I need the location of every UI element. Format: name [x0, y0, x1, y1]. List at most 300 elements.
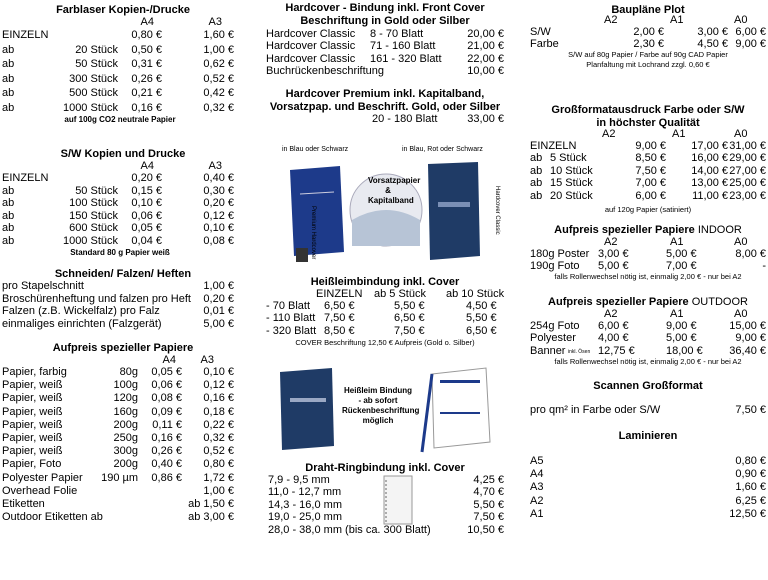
table-cell: 1,00 € [203, 280, 234, 292]
table-cell: 600 Stück [69, 222, 118, 235]
table-cell: 15 Stück [550, 177, 593, 190]
table-cell: 300 Stück [69, 72, 118, 85]
plans-note: S/W auf 80g Papier / Farbe auf 90g CAD Papier Planfaltung mit Lochrand zzgl. 0,60 € [568, 50, 728, 69]
table-cell: 14,00 € [691, 164, 728, 177]
table-cell: 190 µm [101, 471, 138, 484]
table-cell: 500 Stück [69, 87, 118, 99]
premium-row: 20 - 180 Blatt 33,00 € [372, 113, 504, 125]
table-cell: A1 [670, 14, 684, 26]
table-row [264, 511, 506, 523]
table-cell: Etiketten [2, 497, 45, 510]
table-cell: 0,20 € [203, 292, 234, 305]
table-row [0, 222, 240, 235]
table-row [0, 445, 240, 458]
table-cell: Hardcover Classic [266, 40, 356, 53]
table-row [264, 524, 506, 536]
table-cell: 150 Stück [69, 209, 118, 222]
table-row [528, 248, 768, 260]
table-row [0, 498, 240, 511]
large-format-title: Großformatausdruck Farbe oder S/W in höchster Qualität [551, 104, 745, 129]
table-cell: ab 5 Stück [374, 288, 426, 300]
table-cell: ab [2, 222, 15, 235]
table-cell: 11,00 € [692, 189, 728, 202]
table-row [0, 485, 240, 498]
table-cell: 0,22 € [203, 418, 234, 431]
table-cell: 160g [113, 405, 138, 418]
table-cell: 0,90 € [735, 468, 766, 481]
table-cell: 0,01 € [203, 305, 234, 318]
table-cell: EINZELN [2, 29, 49, 41]
table-cell: 20 Stück [550, 189, 593, 202]
table-cell: 5,00 € [666, 332, 697, 345]
table-cell: 8 - 70 Blatt [370, 28, 424, 40]
table-cell: ab [2, 72, 15, 85]
table-cell: - 320 Blatt [266, 324, 317, 337]
table-cell: ab [2, 43, 15, 56]
table-cell: A4 [530, 468, 544, 481]
table-cell: 1,60 € [203, 29, 234, 41]
table-cell: ab [530, 164, 543, 177]
table-row [264, 499, 506, 511]
table-row [0, 197, 240, 210]
table-cell: 50 Stück [75, 58, 118, 70]
laminate-table [528, 455, 768, 521]
table-cell: 4,50 € [466, 300, 497, 312]
table-cell: 7,50 € [635, 164, 666, 177]
table-row [264, 486, 506, 498]
table-cell: 18,00 € [666, 344, 703, 357]
table-cell: 0,26 € [151, 445, 182, 458]
table-row [528, 508, 768, 521]
table-cell: pro Stapelschnitt [2, 280, 84, 292]
table-cell: 120g [113, 392, 138, 405]
table-cell: 0,21 € [131, 87, 162, 99]
table-row [0, 419, 240, 432]
table-cell: 50 Stück [75, 184, 118, 197]
table-cell: 17,00 € [691, 140, 728, 152]
table-cell: 0,16 € [151, 431, 182, 444]
table-cell: 0,10 € [203, 366, 234, 378]
table-cell: 250g [113, 431, 138, 444]
table-row [0, 305, 240, 318]
table-cell: 13,00 € [691, 177, 728, 190]
table-cell: 11,0 - 12,7 mm [268, 486, 342, 499]
table-cell: A2 [604, 236, 618, 248]
table-cell: Hardcover Classic [266, 52, 356, 65]
table-row [528, 260, 768, 272]
table-cell: 9,00 € [666, 320, 697, 332]
table-cell: 6,00 € [635, 189, 666, 202]
table-cell: 10 Stück [550, 164, 593, 177]
heat-binding-title: Heißleimbindung inkl. Cover [310, 276, 460, 288]
table-row [0, 472, 240, 485]
table-cell: Hardcover Classic [266, 28, 356, 40]
table-cell: 71 - 160 Blatt [370, 40, 436, 53]
hardcover-illustration: in Blau oder Schwarz in Blau, Rot oder Schwarz Vorsatzpapier & Kapitalband Premium Hardcover Hardcover Classic [264, 146, 506, 266]
table-cell: 6,25 € [735, 494, 766, 507]
table-cell: 190g Foto [530, 260, 580, 273]
table-row [528, 152, 768, 164]
table-cell: 0,10 € [131, 197, 162, 210]
table-header-row [0, 354, 240, 366]
table-cell: 4,70 € [473, 486, 504, 499]
ring-binding-table [264, 474, 506, 536]
table-cell: 0,26 € [131, 72, 162, 85]
table-cell: ab [2, 101, 15, 114]
table-cell: Buchrückenbeschriftung [266, 65, 385, 78]
table-cell: 36,40 € [729, 344, 766, 357]
table-row [0, 43, 240, 58]
table-cell: 7,00 € [635, 177, 666, 190]
color-copies-title: Farblaser Kopien-/Drucke [56, 4, 190, 16]
table-cell: - [762, 260, 766, 273]
table-cell: Papier, weiß [2, 379, 63, 392]
table-cell: A0 [734, 308, 748, 320]
table-row [0, 293, 240, 306]
table-cell: 0,15 € [131, 184, 162, 197]
table-cell: 0,06 € [131, 209, 162, 222]
endpaper-label: Vorsatzpapier & Kapitalband [368, 176, 421, 205]
table-cell: ab [2, 209, 15, 222]
book-images [264, 156, 506, 268]
table-cell: 0,80 € [203, 458, 234, 471]
table-cell: 254g Foto [530, 320, 580, 332]
table-cell: 5,50 € [394, 300, 425, 312]
cutting-title: Schneiden/ Falzen/ Heften [54, 268, 192, 280]
table-cell: 0,18 € [203, 405, 234, 418]
table-cell: 9,00 € [735, 332, 766, 345]
table-cell: 1,00 € [203, 484, 234, 497]
scan-title: Scannen Großformat [593, 380, 703, 392]
table-cell: 1000 Stück [62, 234, 118, 247]
table-cell: A3 [208, 160, 222, 172]
table-cell: A4 [140, 160, 154, 172]
table-row [0, 101, 240, 116]
table-row [0, 210, 240, 223]
table-cell: 6,50 € [324, 300, 355, 312]
table-row [0, 185, 240, 198]
table-cell: 1,00 € [203, 43, 234, 56]
table-cell: 0,16 € [203, 392, 234, 405]
table-cell: 6,50 € [394, 312, 425, 325]
table-cell: A3 [530, 481, 544, 494]
table-note: Standard 80 g Papier weiß [70, 247, 170, 257]
table-cell: 180g Poster [530, 248, 590, 260]
table-row [528, 165, 768, 177]
table-cell: A1 [530, 507, 544, 520]
table-row [528, 320, 768, 332]
outdoor-note: falls Rollenwechsel nötig ist, einmalig 2,00 € - nur bei A2 [554, 357, 742, 366]
table-cell: A1 [670, 236, 684, 248]
table-cell: Papier, Foto [2, 458, 62, 471]
table-cell: 12,75 € [598, 344, 635, 357]
table-note: auf 100g CO2 neutrale Papier [64, 115, 176, 124]
table-cell: Farbe [530, 38, 559, 51]
table-cell: S/W [530, 26, 551, 38]
table-row [0, 392, 240, 405]
table-cell: Papier, weiß [2, 445, 63, 458]
table-cell: A2 [604, 14, 618, 26]
color-copies-table [0, 16, 240, 125]
table-row [264, 65, 506, 77]
table-cell: 8,50 € [324, 324, 355, 337]
table-cell: 5,50 € [473, 498, 504, 511]
table-row [264, 312, 506, 324]
table-cell: A2 [604, 308, 618, 320]
table-cell: 7,50 € [394, 324, 425, 337]
table-cell: 100 Stück [69, 197, 118, 210]
table-cell: 20,00 € [467, 28, 504, 40]
table-cell: 0,04 € [131, 234, 162, 247]
special-paper-table [0, 354, 240, 524]
table-cell: 5,00 € [203, 317, 234, 330]
table-cell: - 70 Blatt [266, 300, 311, 312]
table-cell: ab [2, 234, 15, 247]
table-cell: 29,00 € [729, 152, 766, 165]
table-cell: ab [530, 189, 543, 202]
table-cell: A1 [672, 128, 686, 140]
indoor-table [528, 236, 768, 273]
table-row [528, 455, 768, 468]
large-format-table [528, 128, 768, 202]
table-cell: 2,00 € [633, 26, 664, 38]
table-cell: 19,0 - 25,0 mm [268, 511, 342, 524]
table-header-row [264, 288, 506, 300]
indoor-note: falls Rollenwechsel nötig ist, einmalig 2,00 € - nur bei A2 [554, 272, 742, 281]
table-cell: 0,40 € [151, 458, 182, 471]
table-cell: 0,86 € [151, 471, 182, 484]
table-cell: Polyester Papier [2, 471, 83, 484]
table-cell: A4 [162, 354, 176, 366]
table-row [528, 481, 768, 494]
table-cell: 6,00 € [735, 26, 766, 38]
scan-row: pro qm² in Farbe oder S/W 7,50 € [530, 404, 766, 416]
table-row [0, 379, 240, 392]
heat-binding-illustration [264, 366, 506, 456]
table-cell: 5,00 € [666, 248, 697, 260]
table-cell: 0,62 € [203, 58, 234, 70]
table-cell: 25,00 € [729, 177, 766, 190]
table-cell: 0,80 € [131, 29, 162, 41]
table-row [528, 26, 768, 38]
table-cell: Papier, weiß [2, 392, 63, 405]
table-cell: ab 1,50 € [188, 497, 234, 510]
table-cell: 27,00 € [729, 164, 766, 177]
table-cell: A0 [734, 236, 748, 248]
table-cell: 16,00 € [691, 152, 728, 165]
table-row [264, 474, 506, 486]
table-cell: 0,31 € [131, 58, 162, 70]
table-cell: einmaliges einrichten (Falzgerät) [2, 317, 162, 330]
table-cell: 0,11 € [152, 418, 182, 431]
heat-binding-label: Heißleim Bindung - ab sofort Rückenbeschriftung möglich [342, 386, 420, 425]
hardcover-table [264, 28, 506, 78]
table-row [528, 177, 768, 189]
table-cell: 3,00 € [697, 26, 728, 38]
large-format-note: auf 120g Papier (satiniert) [604, 205, 692, 214]
table-cell: 4,25 € [473, 474, 504, 486]
plans-title: Baupläne Plot [611, 4, 685, 16]
table-cell: 200g [113, 458, 138, 471]
table-row [0, 366, 240, 379]
table-cell: - 110 Blatt [266, 312, 316, 325]
heat-binding-table [264, 288, 506, 337]
table-cell: 0,32 € [203, 431, 234, 444]
table-cell: 28,0 - 38,0 mm (bis ca. 300 Blatt) [268, 523, 431, 536]
table-cell: Papier, farbig [2, 366, 67, 378]
table-row [264, 300, 506, 312]
table-cell: 0,08 € [203, 234, 234, 247]
table-cell: 0,30 € [203, 184, 234, 197]
table-row [0, 57, 240, 72]
table-cell: 161 - 320 Blatt [370, 52, 442, 65]
table-cell: 80g [119, 366, 138, 378]
table-row [0, 28, 240, 43]
table-row [528, 332, 768, 344]
table-cell: 9,00 € [635, 140, 666, 152]
banner-note: inkl. Ösen [568, 348, 591, 355]
table-header-row [528, 14, 768, 26]
table-cell: EINZELN [316, 288, 363, 300]
special-paper-title: Aufpreis spezieller Papiere [52, 342, 194, 354]
table-cell: 10,00 € [467, 65, 504, 78]
table-row [528, 190, 768, 202]
table-cell: 0,09 € [151, 405, 182, 418]
table-cell: Papier, weiß [2, 418, 63, 431]
table-cell: A3 [208, 16, 222, 28]
table-cell: A3 [200, 354, 214, 366]
table-cell: 0,32 € [203, 101, 234, 114]
table-cell: 1,60 € [735, 481, 766, 494]
sw-copies-table [0, 160, 240, 258]
classic-book-cover [428, 162, 480, 260]
table-cell: Outdoor Etiketten ab [2, 511, 103, 524]
table-cell: 7,9 - 9,5 mm [268, 474, 330, 486]
table-cell: 8,50 € [635, 152, 666, 165]
table-cell: A0 [734, 128, 748, 140]
cutting-table [0, 280, 240, 330]
table-row [0, 280, 240, 293]
table-cell: 9,00 € [735, 38, 766, 51]
table-cell: 22,00 € [467, 52, 504, 65]
table-cell: 1000 Stück [62, 101, 118, 114]
table-header-row [528, 128, 768, 140]
ring-binding-title: Draht-Ringbindung inkl. Cover [305, 462, 465, 474]
table-cell: 7,50 € [473, 511, 504, 524]
table-cell: 4,50 € [697, 38, 728, 51]
sw-copies-title: S/W Kopien und Drucke [60, 148, 186, 160]
table-cell: ab [2, 197, 15, 210]
table-cell: 0,06 € [151, 379, 182, 392]
table-header-row [528, 236, 768, 248]
table-cell: 21,00 € [467, 40, 504, 53]
table-row [528, 468, 768, 481]
table-row [0, 458, 240, 471]
table-cell: 0,10 € [203, 222, 234, 235]
premium-title: Hardcover Premium inkl. Kapitalband, Vorsatzpap. und Beschrift. Gold, oder Silber [269, 88, 501, 113]
table-cell: Falzen (z.B. Wickelfalz) pro Falz [2, 305, 160, 318]
table-cell: 300g [113, 445, 138, 458]
table-cell: 0,52 € [203, 72, 234, 85]
table-cell: 4,00 € [598, 332, 629, 345]
table-header-row [528, 308, 768, 320]
table-cell: 7,50 € [324, 312, 355, 325]
indoor-title: Aufpreis spezieller Papiere INDOOR [554, 224, 742, 236]
table-cell: 0,12 € [203, 379, 234, 392]
table-cell: 14,3 - 16,0 mm [268, 498, 342, 511]
table-cell: 8,00 € [735, 248, 766, 260]
table-cell: 0,40 € [203, 172, 234, 184]
table-cell: A2 [602, 128, 616, 140]
table-cell: 0,20 € [203, 197, 234, 210]
table-cell: 31,00 € [729, 140, 766, 152]
table-row [264, 40, 506, 52]
table-header-row [0, 160, 240, 172]
table-cell: ab [2, 184, 15, 197]
table-cell: ab [2, 87, 15, 99]
hardcover-title: Hardcover - Bindung inkl. Front Cover Beschriftung in Gold oder Silber [285, 2, 485, 27]
table-row [528, 495, 768, 508]
table-cell: 6,00 € [598, 320, 629, 332]
table-cell: 0,05 € [151, 366, 182, 378]
premium-book-cover [290, 166, 344, 256]
table-cell: 2,30 € [633, 38, 664, 51]
plans-table [528, 14, 768, 51]
table-cell: Banner [530, 344, 566, 357]
table-cell: A4 [140, 16, 154, 28]
table-row [0, 318, 240, 331]
table-cell: A1 [670, 308, 684, 320]
table-cell: 200g [113, 418, 138, 431]
table-row [0, 235, 240, 248]
table-cell: 6,50 € [466, 324, 497, 337]
table-row [528, 38, 768, 50]
table-cell: ab 3,00 € [188, 511, 234, 524]
table-cell: 0,42 € [203, 87, 234, 99]
table-row [0, 86, 240, 101]
table-cell: 15,00 € [729, 320, 766, 332]
table-cell: 0,52 € [203, 445, 234, 458]
table-cell: 5,00 € [598, 260, 629, 273]
heat-binding-note: COVER Beschriftung 12,50 € Aufpreis (Gold o. Silber) [295, 338, 475, 347]
outdoor-table [528, 308, 768, 357]
table-row [528, 140, 768, 152]
table-cell: EINZELN [530, 140, 577, 152]
table-cell: ab [530, 152, 543, 165]
table-row [264, 28, 506, 40]
table-cell: 12,50 € [729, 507, 766, 520]
table-cell: 5 Stück [550, 152, 587, 165]
table-row [0, 511, 240, 524]
table-cell: 5,50 € [466, 312, 497, 325]
table-cell: 1,72 € [203, 471, 234, 484]
table-cell: 3,00 € [598, 248, 629, 260]
table-cell: 0,80 € [735, 455, 766, 467]
table-header-row [0, 16, 240, 28]
table-cell: Broschürenheftung und falzen pro Heft [2, 292, 191, 305]
table-cell: ab [530, 177, 543, 190]
table-cell: Overhead Folie [2, 484, 78, 497]
table-cell: 0,20 € [131, 172, 162, 184]
table-row [264, 53, 506, 65]
table-cell: Papier, weiß [2, 405, 63, 418]
laminate-title: Laminieren [618, 430, 678, 442]
table-row [0, 406, 240, 419]
table-cell: Polyester [530, 332, 576, 345]
table-cell: 10,50 € [467, 523, 504, 536]
table-row [0, 432, 240, 445]
table-cell: ab 10 Stück [446, 288, 505, 300]
